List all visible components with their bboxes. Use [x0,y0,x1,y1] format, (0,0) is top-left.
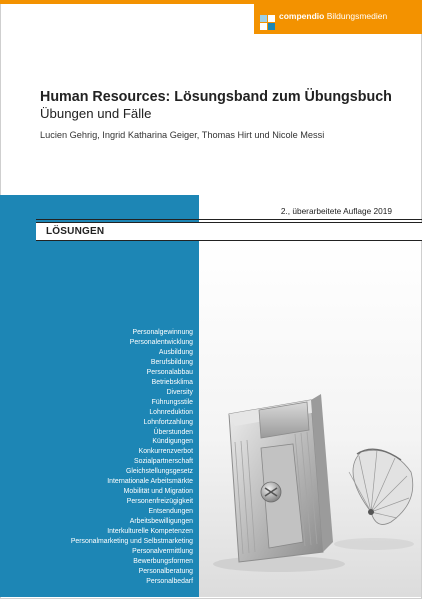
topic-item: Internationale Arbeitsmärkte [107,478,193,486]
topic-item: Lohnfortzahlung [143,418,193,426]
compendio-logo-icon [260,15,276,31]
topic-item: Interkulturelle Kompetenzen [107,528,193,536]
publisher-line: Bildungsmedien [326,11,388,21]
topic-item: Personalentwicklung [129,338,193,346]
topic-item: Personenfreizügigkeit [126,498,193,506]
topic-item: Berufsbildung [150,358,193,366]
topic-item: Führungsstile [151,398,193,406]
topic-item: Ausbildung [158,348,193,356]
publisher-logo [254,0,422,34]
publisher-name [279,12,387,21]
topic-item: Sozialpartnerschaft [134,458,193,466]
topics-list [71,328,193,587]
pencil-sharpener-image [199,242,421,597]
topic-item: Konkurrenzverbot [138,448,193,456]
topic-item: Personalvermittlung [132,547,193,555]
book-subtitle: Übungen und Fälle [40,106,152,121]
publisher-brand: compendio [279,11,325,21]
topic-item: Personalbedarf [146,577,193,585]
topic-item: Gleichstellungsgesetz [125,468,193,476]
topic-item: Personalgewinnung [132,329,193,336]
book-authors: Lucien Gehrig, Ingrid Katharina Geiger, Thomas Hirt und Nicole Messi [40,130,325,140]
topic-item: Personalberatung [138,567,193,575]
topic-item: Diversity [166,388,193,396]
topic-item: Personalabbau [146,368,193,376]
band-divider [36,219,422,220]
topic-item: Betriebsklima [151,378,193,386]
topic-item: Mobilität und Migration [123,488,193,496]
topic-item: Überstunden [153,428,193,436]
topic-item: Kündigungen [152,438,193,446]
solutions-band [36,222,422,241]
topic-item: Entsendungen [148,508,193,516]
topic-item: Bewerbungsformen [133,557,193,565]
book-title: Human Resources: Lösungsband zum Übungsbuch [40,89,392,105]
topic-item: Arbeitsbewilligungen [129,518,193,526]
edition-label: 2., überarbeitete Auflage 2019 [280,206,392,216]
topic-item: Personalmarketing und Selbstmarketing [70,538,193,546]
solutions-label: LÖSUNGEN [46,226,105,237]
topic-item: Lohnreduktion [149,408,193,416]
top-orange-stripe [0,0,270,4]
